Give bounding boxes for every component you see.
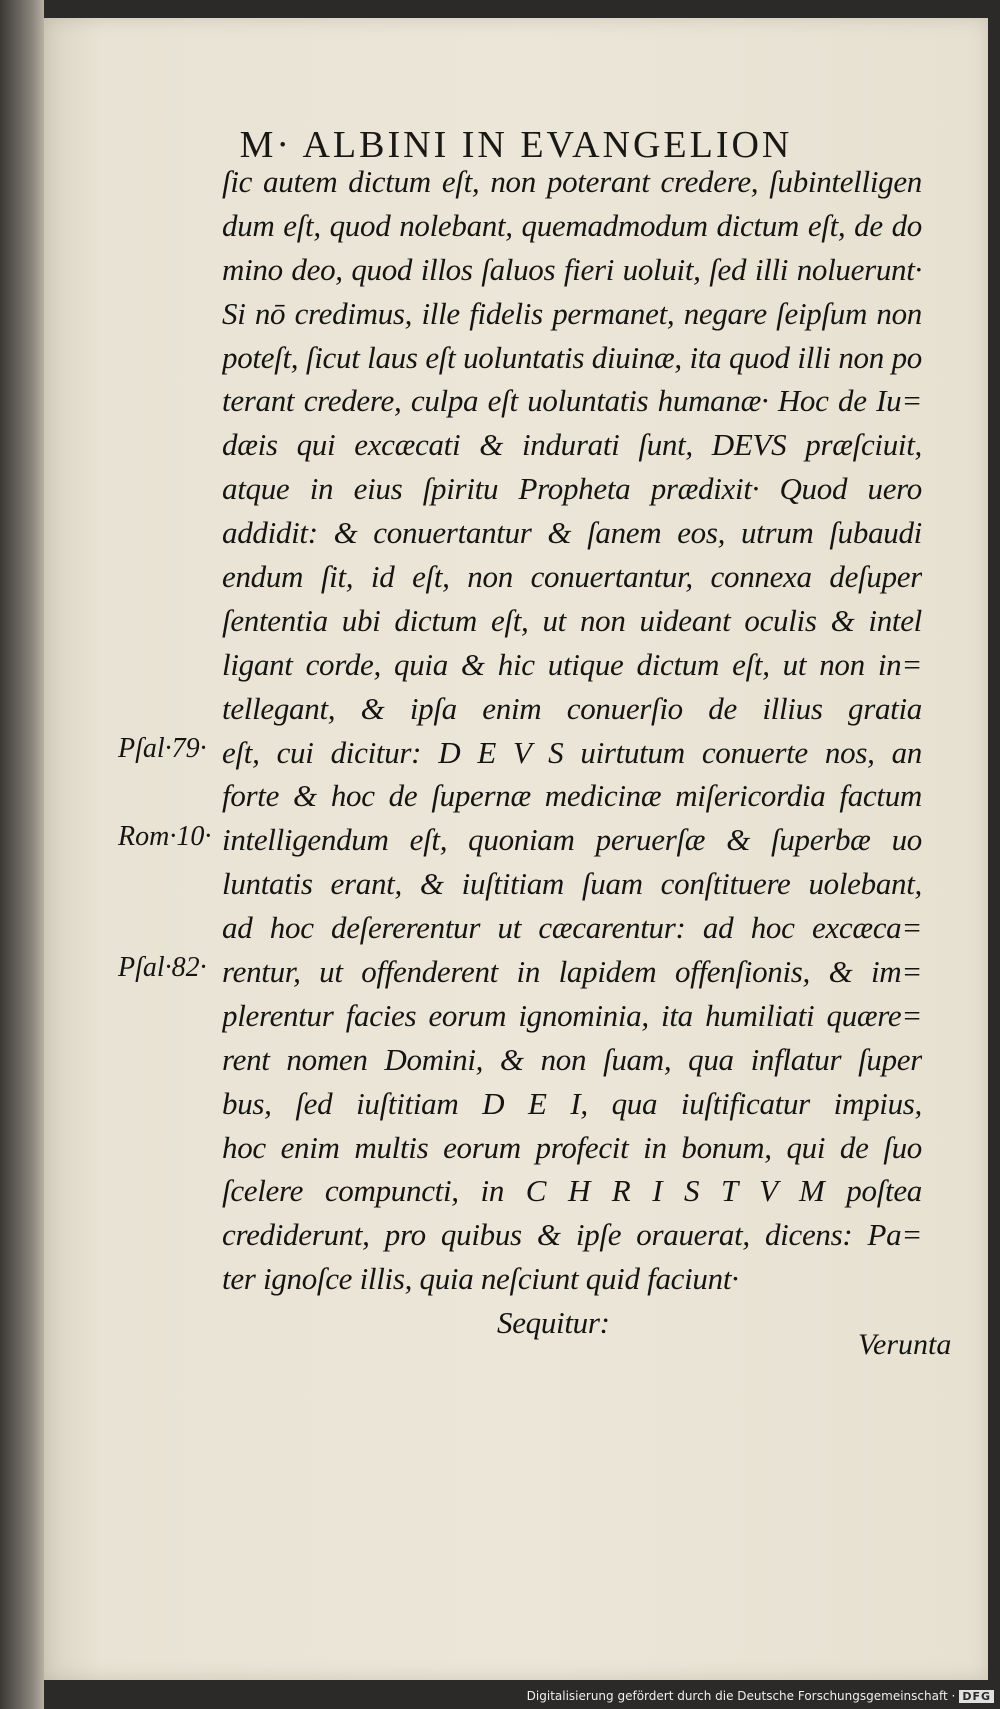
text-line: rentur, ut offenderent in lapidem offenſionis, & im= (222, 954, 922, 990)
text-line: dæis qui excæcati & indurati ſunt, DEVS præſciuit, (222, 427, 922, 463)
text-line: ſcelere compuncti, in C H R I S T V M poſtea (222, 1173, 922, 1209)
sequitur-line: Sequitur: (497, 1305, 610, 1341)
text-line: mino deo, quod illos ſaluos fieri uoluit, ſed illi noluerunt· (222, 251, 922, 287)
text-line: ter ignoſce illis, quia neſciunt quid faciunt· (222, 1261, 739, 1297)
body-text (222, 160, 922, 1345)
text-line: addidit: & conuertantur & ſanem eos, utrum ſubaudi (222, 515, 922, 551)
text-line: endum ſit, id eſt, non conuertantur, connexa deſuper (222, 559, 922, 595)
margin-note-romans-10: Rom·10· (118, 821, 212, 852)
footer-text: Digitalisierung gefördert durch die Deutsche Forschungsgemeinschaft · (526, 1689, 956, 1703)
text-line: ligant corde, quia & hic utique dictum eſt, ut non in= (222, 646, 922, 682)
text-line: poteſt, ſicut laus eſt uoluntatis diuinæ, ita quod illi non po (222, 339, 922, 375)
text-line: dum eſt, quod nolebant, quemadmodum dictum eſt, de do (222, 207, 922, 243)
text-line: luntatis erant, & iuſtitiam ſuam conſtituere uolebant, (222, 866, 922, 902)
text-line: tellegant, & ipſa enim conuerſio de illius gratia (222, 690, 922, 726)
running-title: M· ALBINI IN EVANGELION (239, 124, 793, 166)
book-spine-edge (0, 0, 44, 1709)
text-line: eſt, cui dicitur: D E V S uirtutum conuerte nos, an (222, 734, 922, 770)
margin-note-psalm-82: Pſal·82· (118, 952, 207, 983)
text-line: terant credere, culpa eſt uoluntatis humanæ· Hoc de Iu= (222, 383, 922, 419)
catchword: Verunta (858, 1328, 952, 1361)
text-line: bus, ſed iuſtitiam D E I, qua iuſtificatur impius, (222, 1085, 922, 1121)
text-line: hoc enim multis eorum profecit in bonum, qui de ſuo (222, 1129, 922, 1165)
text-line: crediderunt, pro quibus & ipſe orauerat, dicens: Pa= (222, 1217, 922, 1253)
text-line: ad hoc deſererentur ut cæcarentur: ad hoc excæca= (222, 910, 922, 946)
digitization-credit (527, 1689, 994, 1703)
text-line: Si nō credimus, ille fidelis permanet, negare ſeipſum non (222, 295, 922, 331)
text-line: ſententia ubi dictum eſt, ut non uideant oculis & intel (222, 602, 922, 638)
text-line: intelligendum eſt, quoniam peruerſæ & ſuperbæ uo (222, 822, 922, 858)
text-line: rent nomen Domini, & non ſuam, qua inflatur ſuper (222, 1041, 922, 1077)
margin-note-psalm-79: Pſal·79· (118, 733, 207, 764)
text-line: plerentur facies eorum ignominia, ita humiliati quære= (222, 997, 922, 1033)
text-line: atque in eius ſpiritu Propheta prædixit· Quod uero (222, 471, 922, 507)
dfg-logo: DFG (959, 1690, 994, 1703)
text-line: ſic autem dictum eſt, non poterant credere, ſubintelligen (222, 164, 922, 199)
text-line: forte & hoc de ſupernæ medicinæ miſericordia factum (222, 778, 922, 814)
